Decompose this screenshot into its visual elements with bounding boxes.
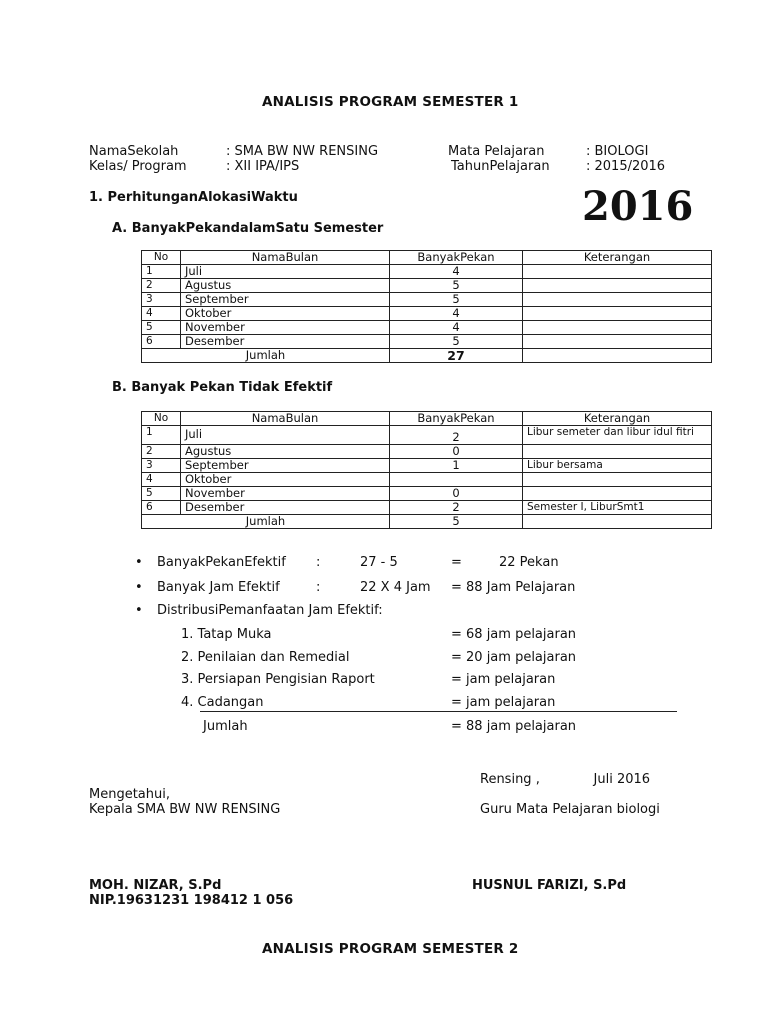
big-year: 2016: [582, 183, 694, 230]
distribution-total-label: Jumlah: [203, 719, 248, 734]
cell-no: 3: [142, 293, 181, 307]
cell-month: Desember: [181, 335, 390, 349]
table-a-header: [142, 251, 712, 265]
effective-hours-colon: :: [316, 580, 321, 595]
table-row: [142, 321, 712, 335]
table-row: [142, 265, 712, 279]
table-row: [142, 459, 712, 473]
teacher-title: Guru Mata Pelajaran biologi: [480, 802, 660, 817]
cell-month: Oktober: [181, 473, 390, 487]
year-value: : 2015/2016: [586, 159, 666, 174]
distribution-item-label: 1. Tatap Muka: [181, 627, 272, 642]
place-date: Rensing , Juli 2016: [480, 772, 651, 787]
table-row: [142, 487, 712, 501]
cell-no: 4: [142, 473, 181, 487]
cell-note: [523, 265, 712, 279]
table-total-row: [142, 349, 712, 363]
cell-weeks: 0: [390, 445, 523, 459]
sum-divider: [200, 711, 677, 712]
table-row: [142, 307, 712, 321]
effective-hours-result: = 88 Jam Pelajaran: [451, 580, 576, 595]
table-row: [142, 501, 712, 515]
cell-note: Libur bersama: [523, 459, 712, 473]
cell-note: [523, 349, 712, 363]
table-total-row: [142, 515, 712, 529]
cell-note: [523, 515, 712, 529]
cell-weeks: 5: [390, 279, 523, 293]
total-label: Jumlah: [142, 349, 390, 363]
cell-weeks: 0: [390, 487, 523, 501]
acknowledged: Mengetahui,: [89, 787, 170, 802]
effective-weeks-label: • BanyakPekanEfektif: [157, 555, 286, 570]
cell-weeks: 5: [390, 293, 523, 307]
table-row: [142, 445, 712, 459]
distribution-item-label: 2. Penilaian dan Remedial: [181, 650, 350, 665]
effective-weeks-colon: :: [316, 555, 321, 570]
col-note: Keterangan: [523, 412, 712, 426]
head-title: Kepala SMA BW NW RENSING: [89, 802, 281, 817]
col-weeks: BanyakPekan: [390, 412, 523, 426]
cell-note: [523, 487, 712, 501]
cell-weeks: 1: [390, 459, 523, 473]
cell-note: [523, 307, 712, 321]
cell-no: 1: [142, 265, 181, 279]
table-a: [141, 250, 712, 363]
cell-note: [523, 335, 712, 349]
col-no: No: [142, 412, 181, 426]
cell-month: Agustus: [181, 279, 390, 293]
cell-note: [523, 293, 712, 307]
cell-month: September: [181, 459, 390, 473]
teacher-name: HUSNUL FARIZI, S.Pd: [472, 878, 627, 893]
section-heading-1: 1. PerhitunganAlokasiWaktu: [89, 190, 298, 205]
cell-no: 6: [142, 335, 181, 349]
distribution-item-value: = jam pelajaran: [451, 695, 556, 710]
section-heading-a: A. BanyakPekandalamSatu Semester: [112, 221, 384, 236]
col-weeks: BanyakPekan: [390, 251, 523, 265]
section-heading-b: B. Banyak Pekan Tidak Efektif: [112, 380, 333, 395]
subject-value: : BIOLOGI: [586, 144, 649, 159]
cell-weeks: 2: [390, 501, 523, 515]
table-b: [141, 411, 712, 529]
distribution-item-label: 4. Cadangan: [181, 695, 264, 710]
cell-no: 2: [142, 279, 181, 293]
distribution-item-value: = 68 jam pelajaran: [451, 627, 577, 642]
cell-weeks: 4: [390, 321, 523, 335]
cell-note: [523, 445, 712, 459]
effective-weeks-result: 22 Pekan: [499, 555, 559, 570]
cell-no: 1: [142, 426, 181, 445]
table-row: [142, 293, 712, 307]
cell-no: 2: [142, 445, 181, 459]
cell-weeks: 2: [390, 426, 523, 445]
total-value: 27: [390, 349, 523, 363]
effective-hours-calc: 22 X 4 Jam: [360, 580, 431, 595]
distribution-total-value: = 88 jam pelajaran: [451, 719, 577, 734]
total-label: Jumlah: [142, 515, 390, 529]
cell-weeks: 4: [390, 265, 523, 279]
cell-weeks: 5: [390, 335, 523, 349]
cell-month: Agustus: [181, 445, 390, 459]
subject-label: Mata Pelajaran: [448, 144, 545, 159]
page-title: ANALISIS PROGRAM SEMESTER 1: [262, 94, 519, 110]
cell-note: [523, 473, 712, 487]
cell-note: [523, 321, 712, 335]
col-note: Keterangan: [523, 251, 712, 265]
school-label: NamaSekolah: [89, 144, 179, 159]
table-b-header: [142, 412, 712, 426]
distribution-item-label: 3. Persiapan Pengisian Raport: [181, 672, 375, 687]
table-row: [142, 473, 712, 487]
class-label: Kelas/ Program: [89, 159, 187, 174]
col-month: NamaBulan: [181, 412, 390, 426]
cell-note: Libur semeter dan libur idul fitri: [523, 426, 712, 445]
table-row: [142, 335, 712, 349]
table-row: [142, 279, 712, 293]
distribution-item-value: = jam pelajaran: [451, 672, 556, 687]
distribution-label: • DistribusiPemanfaatan Jam Efektif:: [157, 603, 383, 618]
cell-month: Desember: [181, 501, 390, 515]
total-value: 5: [390, 515, 523, 529]
distribution-item-value: = 20 jam pelajaran: [451, 650, 577, 665]
cell-month: November: [181, 321, 390, 335]
cell-no: 3: [142, 459, 181, 473]
effective-hours-label: • Banyak Jam Efektif: [157, 580, 280, 595]
cell-month: Juli: [181, 426, 390, 445]
cell-no: 6: [142, 501, 181, 515]
class-value: : XII IPA/IPS: [226, 159, 300, 174]
cell-note: Semester I, LiburSmt1: [523, 501, 712, 515]
col-month: NamaBulan: [181, 251, 390, 265]
cell-no: 5: [142, 321, 181, 335]
cell-month: September: [181, 293, 390, 307]
cell-month: November: [181, 487, 390, 501]
col-no: No: [142, 251, 181, 265]
cell-month: Juli: [181, 265, 390, 279]
cell-no: 5: [142, 487, 181, 501]
page-title-2: ANALISIS PROGRAM SEMESTER 2: [262, 941, 519, 957]
effective-weeks-calc: 27 - 5: [360, 555, 398, 570]
effective-weeks-eq: =: [451, 555, 462, 570]
cell-weeks: 4: [390, 307, 523, 321]
school-value: : SMA BW NW RENSING: [226, 144, 379, 159]
head-name: MOH. NIZAR, S.Pd: [89, 878, 222, 893]
cell-weeks: [390, 473, 523, 487]
head-nip: NIP.19631231 198412 1 056: [89, 893, 294, 908]
cell-no: 4: [142, 307, 181, 321]
cell-note: [523, 279, 712, 293]
table-row: [142, 426, 712, 445]
year-label: TahunPelajaran: [451, 159, 550, 174]
cell-month: Oktober: [181, 307, 390, 321]
